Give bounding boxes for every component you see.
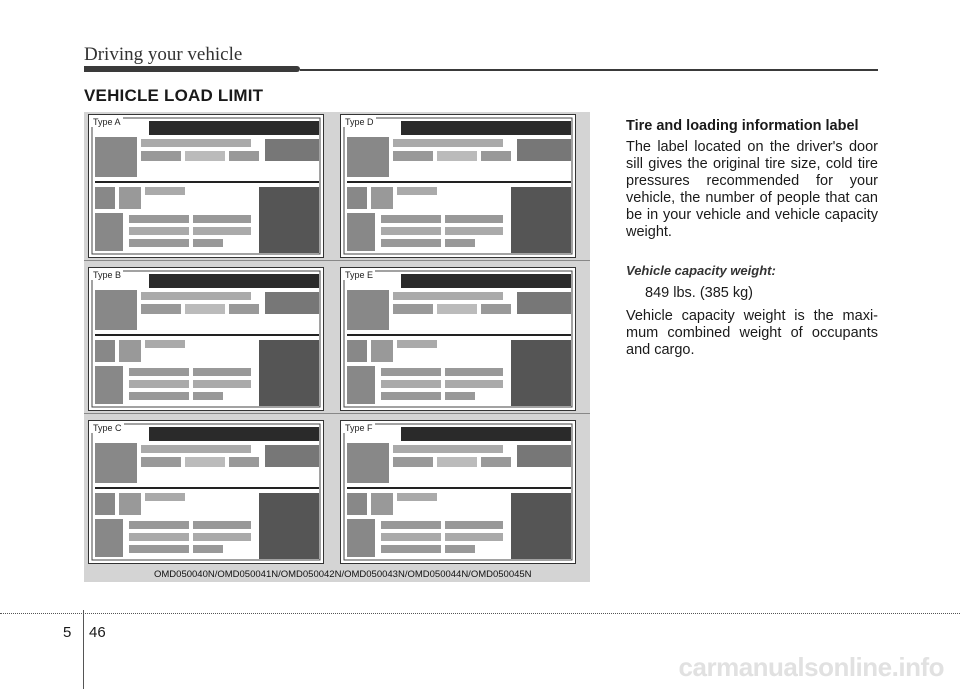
tire-label-figure [84,112,590,582]
label-block [393,445,503,453]
panel-type-label: Type E [345,270,374,280]
label-block [445,533,503,541]
tire-label-illustration [89,421,323,563]
label-block [119,187,141,209]
tire-label-illustration [341,421,575,563]
label-block [347,187,367,209]
label-block [129,545,189,553]
label-block [347,443,389,483]
header-rule-thin [300,69,878,71]
label-block [511,187,571,253]
label-block [347,519,375,557]
label-block [265,139,319,161]
label-block [129,368,189,376]
label-block [511,340,571,406]
label-block [381,227,441,235]
tire-label-panel [88,267,324,411]
label-block [129,392,189,400]
header-title: Driving your vehicle [84,44,243,65]
label-block [393,457,433,467]
label-block [141,139,251,147]
label-block [445,215,503,223]
paragraph: The label located on the driver's door sill gives the original tire size, cold tire pressures recommended for your vehicle, the number of people that can be in your vehicle and vehicle capacity weight. [626,139,878,240]
label-block [265,445,319,467]
label-block [141,304,181,314]
label-block [259,493,319,559]
label-block [119,340,141,362]
label-block [141,151,181,161]
label-block [193,380,251,388]
label-block [141,457,181,467]
label-block [95,519,123,557]
label-block [145,187,185,195]
label-block [445,380,503,388]
label-block [119,493,141,515]
footer-rule [0,613,960,614]
label-block [347,181,571,183]
label-block [393,151,433,161]
label-block [445,392,475,400]
capacity-value: 849 lbs. (385 kg) [645,285,754,301]
label-block [141,445,251,453]
label-block [193,227,251,235]
tire-label-illustration [89,115,323,257]
label-block [371,340,393,362]
label-block [129,380,189,388]
label-block [381,392,441,400]
label-block [381,215,441,223]
label-block [95,181,319,183]
label-block [347,366,375,404]
tire-label-illustration [89,268,323,410]
label-block [259,340,319,406]
label-block [481,304,511,314]
label-block [149,274,319,288]
label-block [193,521,251,529]
label-block [185,151,225,161]
page-number: 46 [89,624,106,641]
label-block [193,545,223,553]
label-block [445,521,503,529]
label-block [381,521,441,529]
label-block [347,334,571,336]
label-block [193,533,251,541]
figure-divider [84,260,590,261]
watermark: carmanualsonline.info [678,652,944,682]
figure-caption: OMD050040N/OMD050041N/OMD050042N/OMD050043N/OMD050044N/OMD050045N [154,569,532,580]
panel-type-label: Type B [93,270,122,280]
label-block [193,392,223,400]
label-block [347,493,367,515]
label-block [401,121,571,135]
label-block [381,380,441,388]
label-block [145,340,185,348]
section-title: VEHICLE LOAD LIMIT [84,86,264,105]
panel-type-label: Type F [345,423,373,433]
label-block [347,290,389,330]
label-block [347,137,389,177]
label-block [259,187,319,253]
label-block [511,493,571,559]
label-block [445,227,503,235]
label-block [129,521,189,529]
tire-label-panel [88,420,324,564]
label-block [265,292,319,314]
label-block [185,304,225,314]
label-block [193,368,251,376]
label-block [393,292,503,300]
tire-label-illustration [341,268,575,410]
figure-divider [84,413,590,414]
label-block [393,304,433,314]
panel-type-label: Type D [345,117,374,127]
header-rule-thick [84,66,300,72]
label-block [397,493,437,501]
label-block [185,457,225,467]
label-block [517,445,571,467]
label-block [397,187,437,195]
label-block [95,334,319,336]
tire-label-panel [340,420,576,564]
tire-label-panel [88,114,324,258]
label-block [95,213,123,251]
label-block [229,457,259,467]
label-block [141,292,251,300]
label-block [381,545,441,553]
capacity-heading: Vehicle capacity weight: [626,263,776,278]
label-block [347,213,375,251]
label-block [95,366,123,404]
label-block [371,493,393,515]
label-block [381,533,441,541]
panel-type-label: Type A [93,117,121,127]
label-block [129,215,189,223]
label-block [393,139,503,147]
label-block [149,427,319,441]
label-block [371,187,393,209]
label-block [95,443,137,483]
label-block [347,340,367,362]
label-block [95,290,137,330]
label-block [129,227,189,235]
label-block [437,151,477,161]
label-block [347,487,571,489]
label-block [445,239,475,247]
label-block [397,340,437,348]
panel-type-label: Type C [93,423,122,433]
label-block [193,239,223,247]
tire-label-illustration [341,115,575,257]
footer-divider [83,610,84,689]
label-block [95,187,115,209]
subheading: Tire and loading information label [626,118,859,134]
tire-label-panel [340,114,576,258]
tire-label-panel [340,267,576,411]
label-block [381,368,441,376]
paragraph: Vehicle capacity weight is the maxi-mum combined weight of occupants and cargo. [626,308,878,358]
label-block [445,545,475,553]
label-block [145,493,185,501]
label-block [95,493,115,515]
body-text-column [626,118,878,359]
label-block [517,292,571,314]
label-block [437,457,477,467]
label-block [229,304,259,314]
label-block [149,121,319,135]
label-block [437,304,477,314]
label-block [129,533,189,541]
chapter-number: 5 [63,624,72,641]
label-block [193,215,251,223]
label-block [381,239,441,247]
label-block [401,427,571,441]
label-block [95,137,137,177]
label-block [95,487,319,489]
label-block [401,274,571,288]
label-block [229,151,259,161]
label-block [445,368,503,376]
label-block [129,239,189,247]
label-block [95,340,115,362]
label-block [481,151,511,161]
label-block [517,139,571,161]
label-block [481,457,511,467]
